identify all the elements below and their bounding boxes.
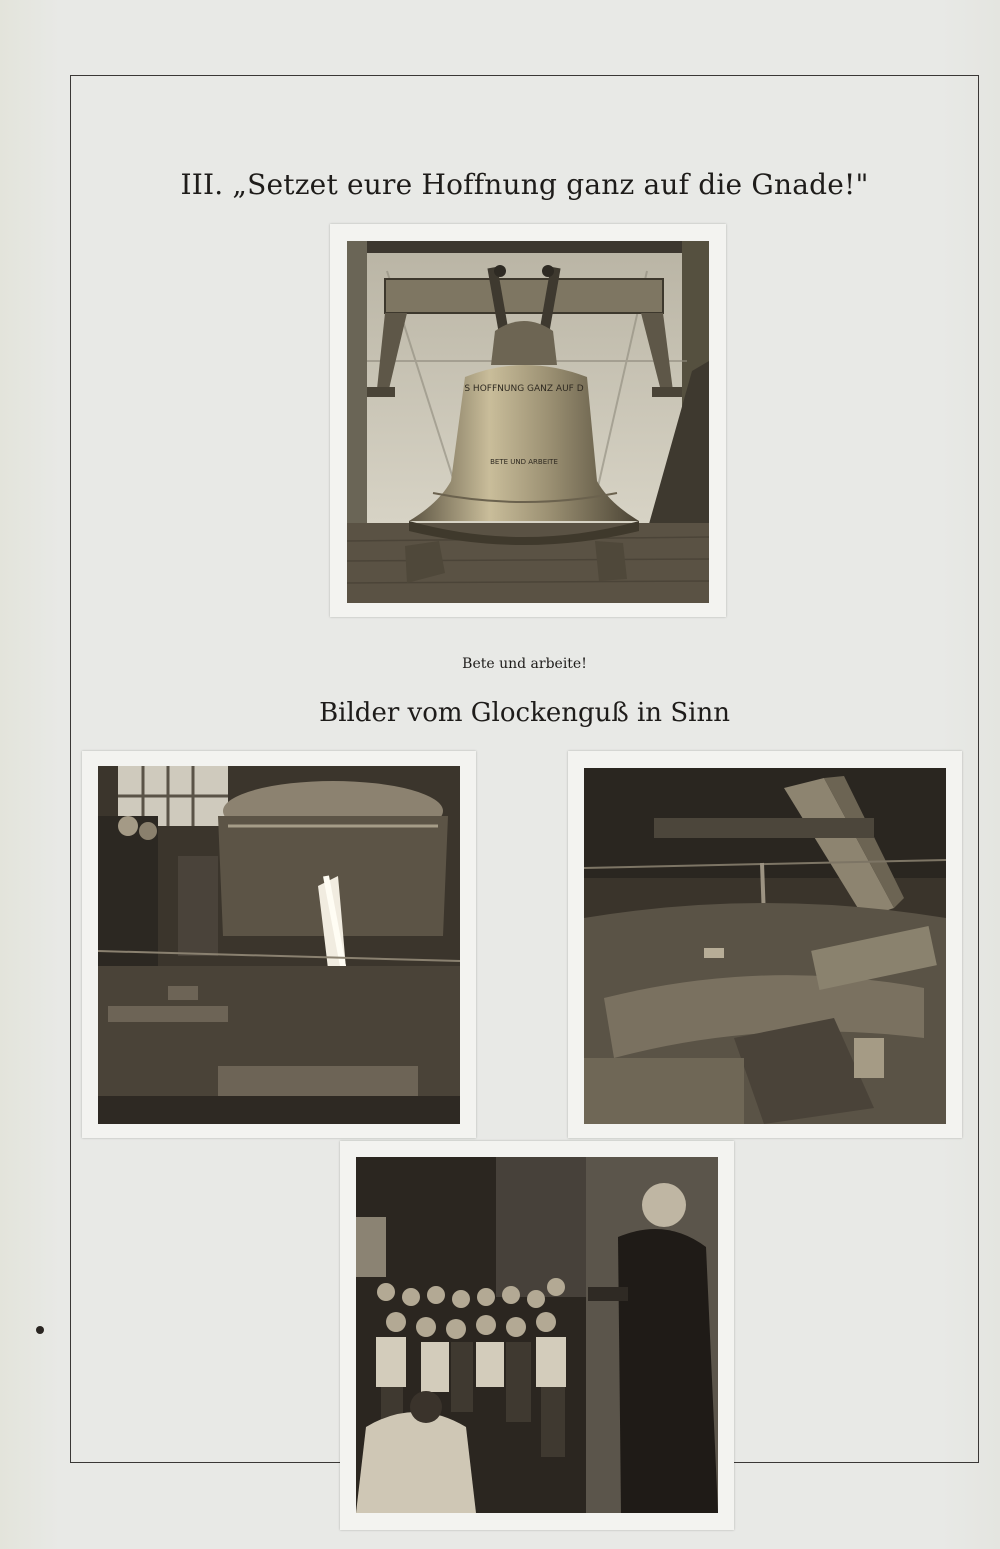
bell-inscription-middle: BETE UND ARBEITE [490, 458, 558, 466]
page-title: III. „Setzet eure Hoffnung ganz auf die Gnade!" [180, 168, 869, 201]
bell-photo-caption: Bete und arbeite! [462, 656, 587, 672]
bell-inscription-top: S HOFFNUNG GANZ AUF D [464, 384, 584, 394]
pouring-metal-illustration [98, 766, 460, 1124]
pouring-metal-photo [98, 766, 460, 1124]
bell-photo [347, 241, 709, 603]
bell-illustration [347, 241, 709, 603]
ceremony-crowd-illustration [356, 1157, 718, 1513]
section-subtitle: Bilder vom Glockenguß in Sinn [319, 698, 730, 728]
casting-pit-illustration [584, 768, 946, 1124]
ceremony-crowd-photo [356, 1157, 718, 1513]
paper-stain-spot [36, 1326, 44, 1334]
casting-pit-photo [584, 768, 946, 1124]
